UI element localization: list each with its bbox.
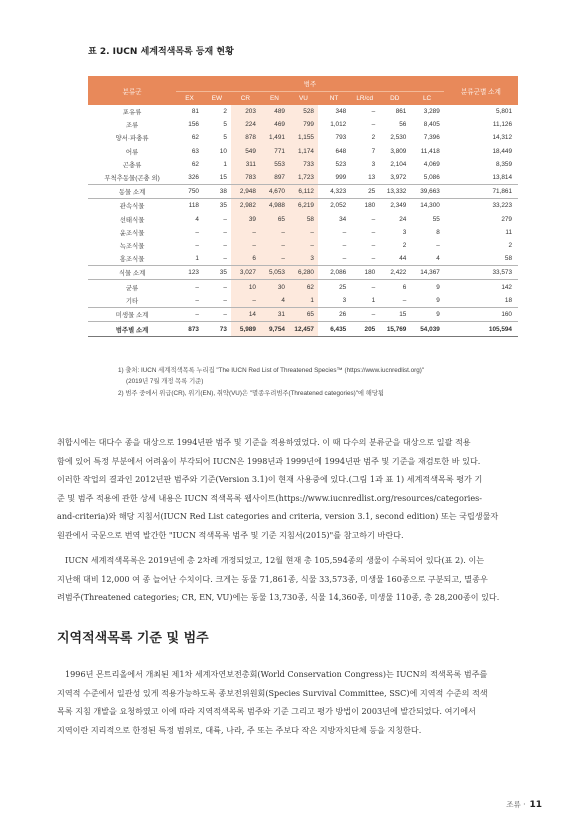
table-cell: 771 bbox=[260, 145, 289, 158]
table-cell: 878 bbox=[231, 131, 260, 144]
page-number: 11 bbox=[529, 800, 542, 810]
section-heading: 지역적색목록 기준 및 범주 bbox=[57, 631, 209, 646]
table-cell: 39 bbox=[231, 213, 260, 226]
table-cell: 14,300 bbox=[420, 202, 440, 210]
table-note-2: 2) 범주 중에서 위급(CR), 위기(EN), 취약(VU)은 "멸종우려범주(Threatened categories)"에 해당됨 bbox=[118, 390, 385, 397]
table-cell: 311 bbox=[231, 158, 260, 171]
table-cell: 1,174 bbox=[289, 145, 318, 158]
table-cell: – bbox=[436, 241, 440, 249]
table-cell: 793 bbox=[335, 134, 347, 142]
table-cell: 25 bbox=[339, 283, 347, 291]
table-cell: 2,052 bbox=[330, 202, 347, 210]
table-cell: 44 bbox=[399, 255, 407, 263]
paragraph-2-line: 지난해 대비 12,000 여 종 늘어난 수치이다. 크게는 동물 71,861종, 식물 33,573종, 미생물 160종으로 구분되고, 멸종우 bbox=[57, 573, 488, 584]
table-cell: 156 bbox=[188, 121, 199, 129]
table-cell: – bbox=[342, 241, 347, 249]
table-cell: – bbox=[260, 252, 289, 266]
table-cell: 8 bbox=[436, 228, 440, 236]
table-cell: 489 bbox=[260, 105, 289, 118]
table-cell: 205 bbox=[350, 322, 379, 337]
row-total: 71,861 bbox=[444, 185, 518, 199]
table-cell: – bbox=[231, 239, 260, 252]
table-cell: 25 bbox=[350, 185, 379, 199]
row-label: 선태식물 bbox=[119, 216, 145, 224]
table-cell: 1,491 bbox=[260, 131, 289, 144]
table-cell: – bbox=[223, 241, 227, 249]
column-header-lrcd: LR/cd bbox=[350, 92, 379, 106]
table-cell: 54,039 bbox=[410, 322, 443, 337]
table-cell: 4,323 bbox=[318, 185, 350, 199]
iucn-redlist-table bbox=[88, 76, 518, 337]
row-total: 11,126 bbox=[492, 121, 512, 129]
row-label: 동물 소계 bbox=[88, 185, 176, 199]
table-cell: 34 bbox=[339, 215, 347, 223]
table-cell: 4 bbox=[260, 294, 289, 308]
row-label: 미생물 소계 bbox=[88, 307, 176, 321]
column-header-ew: EW bbox=[203, 92, 231, 106]
paragraph-3-line: 지역적 수준에서 일관성 있게 적용가능하도록 종보전위원회(Species Survival Committee, SSC)에 지역적 수준의 적색 bbox=[57, 687, 488, 698]
paragraph-1-line: 준 및 범주 적용에 관한 상세 내용은 IUCN 적색목록 웹사이트(https://www.iucnredlist.org/resources/categories- bbox=[57, 492, 482, 503]
table-cell: 15 bbox=[379, 307, 410, 321]
table-cell: 549 bbox=[231, 145, 260, 158]
table-cell: 30 bbox=[260, 280, 289, 294]
table-cell: 783 bbox=[231, 171, 260, 185]
page-footer bbox=[506, 799, 542, 810]
table-row bbox=[88, 105, 518, 118]
table-cell: 3,289 bbox=[423, 108, 440, 116]
table-cell: 9 bbox=[436, 283, 440, 291]
table-cell: – bbox=[195, 228, 199, 236]
table-cell: – bbox=[350, 307, 379, 321]
table-row bbox=[88, 158, 518, 171]
table-note-1b: (2019년 7월 개정 목록 기준) bbox=[126, 378, 204, 385]
row-total: 2 bbox=[508, 241, 512, 249]
table-row bbox=[88, 145, 518, 158]
table-cell: 750 bbox=[176, 185, 203, 199]
table-cell: – bbox=[371, 121, 376, 129]
table-cell: – bbox=[371, 108, 376, 116]
table-cell: – bbox=[371, 241, 376, 249]
row-label: 양서·파충류 bbox=[115, 135, 149, 143]
table-cell: 14,367 bbox=[410, 266, 443, 280]
table-cell: 1,723 bbox=[289, 171, 318, 185]
table-cell: – bbox=[223, 283, 227, 291]
table-cell: 26 bbox=[318, 307, 350, 321]
table-subtotal-row bbox=[88, 307, 518, 321]
table-cell: 55 bbox=[432, 215, 440, 223]
table-cell: 14 bbox=[231, 307, 260, 321]
table-row bbox=[88, 213, 518, 226]
table-cell: 8,405 bbox=[423, 121, 440, 129]
header-taxon: 분류군 bbox=[88, 76, 176, 105]
table-cell: – bbox=[203, 307, 231, 321]
table-cell: 3,027 bbox=[231, 266, 260, 280]
table-cell: 2,349 bbox=[390, 202, 407, 210]
header-class-total: 분류군별 소계 bbox=[444, 76, 518, 105]
table-cell: – bbox=[402, 296, 407, 304]
table-cell: 1 bbox=[371, 296, 376, 304]
table-cell: 12,457 bbox=[289, 322, 318, 337]
column-header-lc: LC bbox=[410, 92, 443, 106]
table-subtotal-row bbox=[88, 185, 518, 199]
table-cell: 2 bbox=[223, 108, 227, 116]
column-header-nt: NT bbox=[318, 92, 350, 106]
table-cell: 58 bbox=[289, 213, 318, 226]
table-cell: 73 bbox=[203, 322, 231, 337]
table-cell: 861 bbox=[395, 108, 407, 116]
row-total: 5,801 bbox=[496, 108, 512, 116]
table-cell: 5,053 bbox=[260, 266, 289, 280]
table-note-1: 1) 출처: IUCN 세계적색목록 누리집 "The IUCN Red List of Threatened Species™ (https://www.iucnredlist.org)" bbox=[118, 367, 425, 374]
table-cell: 3 bbox=[289, 252, 318, 266]
table-cell: – bbox=[195, 283, 199, 291]
table-row bbox=[88, 239, 518, 252]
table-cell: 2,948 bbox=[231, 185, 260, 199]
table-cell: 13 bbox=[368, 174, 376, 182]
row-total: 13,814 bbox=[492, 174, 512, 182]
table-cell: 4,988 bbox=[260, 199, 289, 213]
table-cell: 4 bbox=[195, 215, 199, 223]
table-cell: 1,155 bbox=[289, 131, 318, 144]
table-cell: 62 bbox=[191, 160, 199, 168]
table-cell: 528 bbox=[289, 105, 318, 118]
row-label: 윤조식물 bbox=[119, 229, 145, 237]
table-cell: – bbox=[342, 228, 347, 236]
row-label: 어류 bbox=[125, 148, 139, 156]
table-cell: 1 bbox=[223, 160, 227, 168]
row-total: 11 bbox=[505, 228, 512, 236]
row-total: 14,312 bbox=[492, 134, 512, 142]
table-cell: 3 bbox=[371, 160, 376, 168]
table-cell: 4,670 bbox=[260, 185, 289, 199]
table-cell: – bbox=[371, 255, 376, 263]
table-cell: – bbox=[223, 255, 227, 263]
table-cell: 31 bbox=[260, 307, 289, 321]
table-cell: 15 bbox=[219, 174, 227, 182]
table-cell: 81 bbox=[191, 108, 199, 116]
table-cell: 7 bbox=[371, 147, 376, 155]
paragraph-1-line: 함에 있어 특정 부분에서 어려움이 부각되어 IUCN은 1998년과 1999년에 1994년판 범주 및 기준을 재검토한 바 있다. bbox=[57, 455, 481, 466]
table-cell: 9 bbox=[410, 307, 443, 321]
table-cell: – bbox=[231, 226, 260, 239]
paragraph-3-line: 목록 지침 개발을 요청하였고 이에 따라 지역적색목록 범주와 기준 그리고 평가 방법이 2003년에 발간되었다. 여기에서 bbox=[57, 706, 476, 717]
row-label: 식물 소계 bbox=[88, 266, 176, 280]
table-row bbox=[88, 252, 518, 266]
table-cell: 13,332 bbox=[379, 185, 410, 199]
paragraph-2-line: 려범주(Threatened categories; CR, EN, VU)에는 동물 13,730종, 식물 14,360종, 미생물 110종, 총 28,200종이 있다. bbox=[57, 592, 500, 603]
paragraph-3 bbox=[57, 665, 541, 739]
column-header-vu: VU bbox=[289, 92, 318, 106]
table-cell: 348 bbox=[335, 108, 347, 116]
table-cell: 3,972 bbox=[390, 174, 407, 182]
table-row bbox=[88, 226, 518, 239]
row-label: 범주별 소계 bbox=[88, 322, 176, 337]
row-total: 33,573 bbox=[444, 266, 518, 280]
column-header-en: EN bbox=[260, 92, 289, 106]
table-cell: 1 bbox=[195, 255, 199, 263]
paragraph-1-line: 원관에서 국문으로 번역 발간한 "IUCN 적색목록 범주 및 기준 지침서(2015)"를 참고하기 바란다. bbox=[57, 529, 404, 540]
table-cell: 6,435 bbox=[318, 322, 350, 337]
paragraph-3-line: 1996년 몬트리올에서 개최된 제1차 세계자연보전총회(World Conservation Congress)는 IUCN의 적색목록 범주를 bbox=[65, 669, 488, 679]
table-cell: 10 bbox=[219, 147, 227, 155]
table-cell: 224 bbox=[231, 118, 260, 131]
table-cell: 6 bbox=[231, 252, 260, 266]
row-total: 8,359 bbox=[496, 160, 512, 168]
table-cell: – bbox=[231, 294, 260, 308]
table-cell: 3 bbox=[342, 296, 347, 304]
table-cell: 39,663 bbox=[410, 185, 443, 199]
row-label: 녹조식물 bbox=[119, 242, 145, 250]
table-cell: 65 bbox=[289, 307, 318, 321]
table-row bbox=[88, 131, 518, 144]
row-total: 105,594 bbox=[444, 322, 518, 337]
table-row bbox=[88, 280, 518, 294]
table-cell: – bbox=[371, 283, 376, 291]
table-cell: 6,280 bbox=[289, 266, 318, 280]
table-cell: 3,809 bbox=[390, 147, 407, 155]
table-cell: 7,396 bbox=[423, 134, 440, 142]
paragraph-1-line: 취합시에는 대다수 종을 대상으로 1994년판 범주 및 기준을 적용하였었다. 이 때 다수의 분류군을 대상으로 일괄 적용 bbox=[57, 437, 471, 447]
table-row bbox=[88, 294, 518, 308]
paragraph-2-line: IUCN 세계적색목록은 2019년에 총 2차례 개정되었고, 12월 현재 총 105,594종의 생물이 수록되어 있다(표 2). 이는 bbox=[65, 555, 485, 565]
row-total: 142 bbox=[501, 283, 512, 291]
table-cell: – bbox=[176, 307, 203, 321]
table-cell: – bbox=[223, 296, 227, 304]
table-row bbox=[88, 118, 518, 131]
table-cell: 897 bbox=[260, 171, 289, 185]
row-label: 홍조식물 bbox=[119, 256, 145, 264]
table-title: 표 2. IUCN 세계적색목록 등재 현황 bbox=[88, 47, 234, 57]
table-cell: 62 bbox=[289, 280, 318, 294]
table-cell: – bbox=[195, 296, 199, 304]
table-cell: 5 bbox=[223, 121, 227, 129]
table-cell: – bbox=[223, 215, 227, 223]
table-cell: 63 bbox=[191, 147, 199, 155]
table-row bbox=[88, 171, 518, 185]
table-cell: 523 bbox=[335, 160, 347, 168]
table-cell: 203 bbox=[231, 105, 260, 118]
table-cell: 65 bbox=[260, 213, 289, 226]
table-cell: 56 bbox=[399, 121, 407, 129]
table-cell: 6 bbox=[402, 283, 407, 291]
table-cell: 1 bbox=[289, 294, 318, 308]
table-cell: – bbox=[371, 228, 376, 236]
table-cell: 4,069 bbox=[423, 160, 440, 168]
table-cell: 9 bbox=[436, 296, 440, 304]
table-cell: 4 bbox=[436, 255, 440, 263]
row-label: 조류 bbox=[125, 122, 139, 130]
table-cell: 15,769 bbox=[379, 322, 410, 337]
table-cell: 35 bbox=[203, 266, 231, 280]
table-cell: – bbox=[195, 241, 199, 249]
paragraph-2 bbox=[57, 551, 541, 607]
table-cell: – bbox=[371, 215, 376, 223]
row-label: 기타 bbox=[125, 297, 139, 305]
table-cell: 326 bbox=[188, 174, 199, 182]
table-total-row bbox=[88, 322, 518, 337]
table-cell: 24 bbox=[399, 215, 407, 223]
row-label: 무척추동물(곤충 외) bbox=[104, 175, 160, 183]
row-total: 279 bbox=[501, 215, 512, 223]
table-cell: 180 bbox=[350, 266, 379, 280]
table-cell: 469 bbox=[260, 118, 289, 131]
row-label: 곤충류 bbox=[122, 161, 142, 169]
table-cell: 2,530 bbox=[390, 134, 407, 142]
table-cell: 6,112 bbox=[289, 185, 318, 199]
table-cell: 2 bbox=[402, 241, 407, 249]
table-cell: 2 bbox=[371, 134, 376, 142]
table-cell: 799 bbox=[289, 118, 318, 131]
table-cell: – bbox=[260, 226, 289, 239]
table-cell: 38 bbox=[203, 185, 231, 199]
table-cell: 35 bbox=[219, 202, 227, 210]
table-cell: 873 bbox=[176, 322, 203, 337]
table-cell: 6,219 bbox=[289, 199, 318, 213]
table-cell: – bbox=[289, 239, 318, 252]
table-cell: 180 bbox=[364, 202, 376, 210]
paragraph-1-line: and-criteria)와 해당 지침서(IUCN Red List categories and criteria, version 3.1, second edition) 또는 국립생물자 bbox=[57, 511, 499, 522]
table-cell: – bbox=[342, 255, 347, 263]
table-cell: 733 bbox=[289, 158, 318, 171]
row-total: 33,223 bbox=[492, 202, 512, 210]
row-total: 160 bbox=[444, 307, 518, 321]
paragraph-1-line: 이러한 작업의 결과인 2012년판 범주와 기준(Version 3.1)이 현재 사용중에 있다.(그림 1과 표 1) 세계적색목록 평가 기 bbox=[57, 474, 483, 485]
column-header-dd: DD bbox=[379, 92, 410, 106]
table-cell: 5 bbox=[223, 134, 227, 142]
table-cell: 553 bbox=[260, 158, 289, 171]
table-cell: 3 bbox=[402, 228, 407, 236]
row-total: 18 bbox=[504, 296, 512, 304]
table-subtotal-row bbox=[88, 266, 518, 280]
row-total: 58 bbox=[504, 255, 512, 263]
paragraph-1 bbox=[57, 433, 541, 545]
table-cell: – bbox=[223, 228, 227, 236]
table-cell: 999 bbox=[335, 174, 347, 182]
row-label: 관속식물 bbox=[119, 203, 145, 211]
table-cell: 5,989 bbox=[231, 322, 260, 337]
table-cell: 1,012 bbox=[330, 121, 347, 129]
table-cell: 62 bbox=[191, 134, 199, 142]
table-cell: 2,104 bbox=[390, 160, 407, 168]
paragraph-3-line: 지역이란 지리적으로 한정된 특정 범위로, 대륙, 나라, 주 또는 주보다 작은 지방자치단체 등을 지칭한다. bbox=[57, 724, 422, 735]
table-cell: 2,422 bbox=[379, 266, 410, 280]
table-cell: 5,086 bbox=[423, 174, 440, 182]
table-cell: – bbox=[289, 226, 318, 239]
header-category: 범주 bbox=[176, 76, 444, 92]
table-cell: 648 bbox=[335, 147, 347, 155]
column-header-cr: CR bbox=[231, 92, 260, 106]
column-header-ex: EX bbox=[176, 92, 203, 106]
row-label: 균류 bbox=[125, 284, 139, 292]
row-label: 포유류 bbox=[122, 109, 142, 117]
table-cell: 2,086 bbox=[318, 266, 350, 280]
row-total: 18,449 bbox=[492, 147, 512, 155]
table-cell: 2,982 bbox=[231, 199, 260, 213]
table-cell: 9,754 bbox=[260, 322, 289, 337]
table-cell: 10 bbox=[231, 280, 260, 294]
table-cell: 11,418 bbox=[420, 147, 440, 155]
table-row bbox=[88, 199, 518, 213]
table-cell: – bbox=[260, 239, 289, 252]
table-cell: 123 bbox=[176, 266, 203, 280]
footer-section: 조류 · bbox=[506, 800, 526, 809]
table-cell: 118 bbox=[188, 202, 199, 210]
